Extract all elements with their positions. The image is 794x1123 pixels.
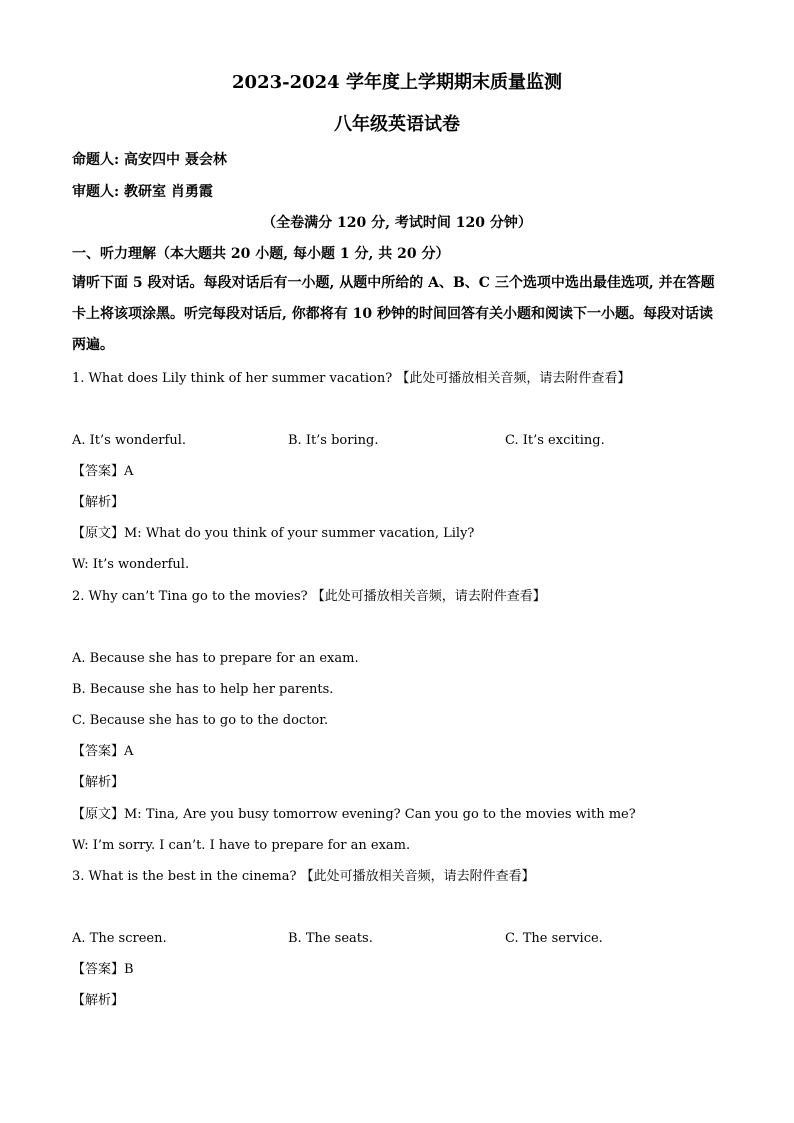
q3-analysis: 【解析】 xyxy=(72,993,125,1008)
q1-option-b: B. It’s boring. xyxy=(288,433,379,448)
q1-analysis: 【解析】 xyxy=(72,495,125,510)
q3-option-b: B. The seats. xyxy=(288,931,373,946)
exam-title: 2023-2024 学年度上学期期末质量监测 xyxy=(232,72,562,93)
q3-option-a: A. The screen. xyxy=(72,931,167,946)
q2-transcript-line-2: W: I’m sorry. I can’t. I have to prepare for an exam. xyxy=(72,838,411,853)
q1-transcript-line-2: W: It’s wonderful. xyxy=(72,557,190,572)
q2-transcript-line-1: 【原文】M: Tina, Are you busy tomorrow evening? Can you go to the movies with me? xyxy=(72,807,636,822)
question-2: 2. Why can’t Tina go to the movies? 【此处可播放相关音频，请去附件查看】 xyxy=(72,589,546,604)
q2-analysis: 【解析】 xyxy=(72,775,125,790)
q3-answer: 【答案】B xyxy=(72,962,134,977)
q3-option-c: C. The service. xyxy=(505,931,603,946)
q2-option-b: B. Because she has to help her parents. xyxy=(72,682,334,697)
section-instructions: 请听下面 5 段对话。每段对话后有一小题, 从题中所给的 A、B、C 三个选项中选出最佳选项, 并在答题卡上将该项涂黑。听完每段对话后, 你都将有 10 秒钟的时间回答有关小题和阅读下一小题。每段对话读两遍。 xyxy=(72,275,715,353)
exam-subtitle: 八年级英语试卷 xyxy=(334,114,460,135)
question-1: 1. What does Lily think of her summer vacation? 【此处可播放相关音频，请去附件查看】 xyxy=(72,371,631,386)
author-line: 命题人: 高安四中 聂会林 xyxy=(72,152,227,168)
score-note: （全卷满分 120 分, 考试时间 120 分钟） xyxy=(262,215,532,231)
q2-option-c: C. Because she has to go to the doctor. xyxy=(72,713,329,728)
section-heading: 一、听力理解（本大题共 20 小题, 每小题 1 分, 共 20 分） xyxy=(72,246,450,262)
q1-transcript-line-1: 【原文】M: What do you think of your summer vacation, Lily? xyxy=(72,526,475,541)
q2-option-a: A. Because she has to prepare for an exam. xyxy=(72,651,359,666)
question-3: 3. What is the best in the cinema? 【此处可播放相关音频，请去附件查看】 xyxy=(72,869,535,884)
q1-answer: 【答案】A xyxy=(72,464,134,479)
reviewer-line: 审题人: 教研室 肖勇霞 xyxy=(72,184,213,200)
q1-option-c: C. It’s exciting. xyxy=(505,433,605,448)
q2-answer: 【答案】A xyxy=(72,744,134,759)
q1-option-a: A. It’s wonderful. xyxy=(72,433,186,448)
